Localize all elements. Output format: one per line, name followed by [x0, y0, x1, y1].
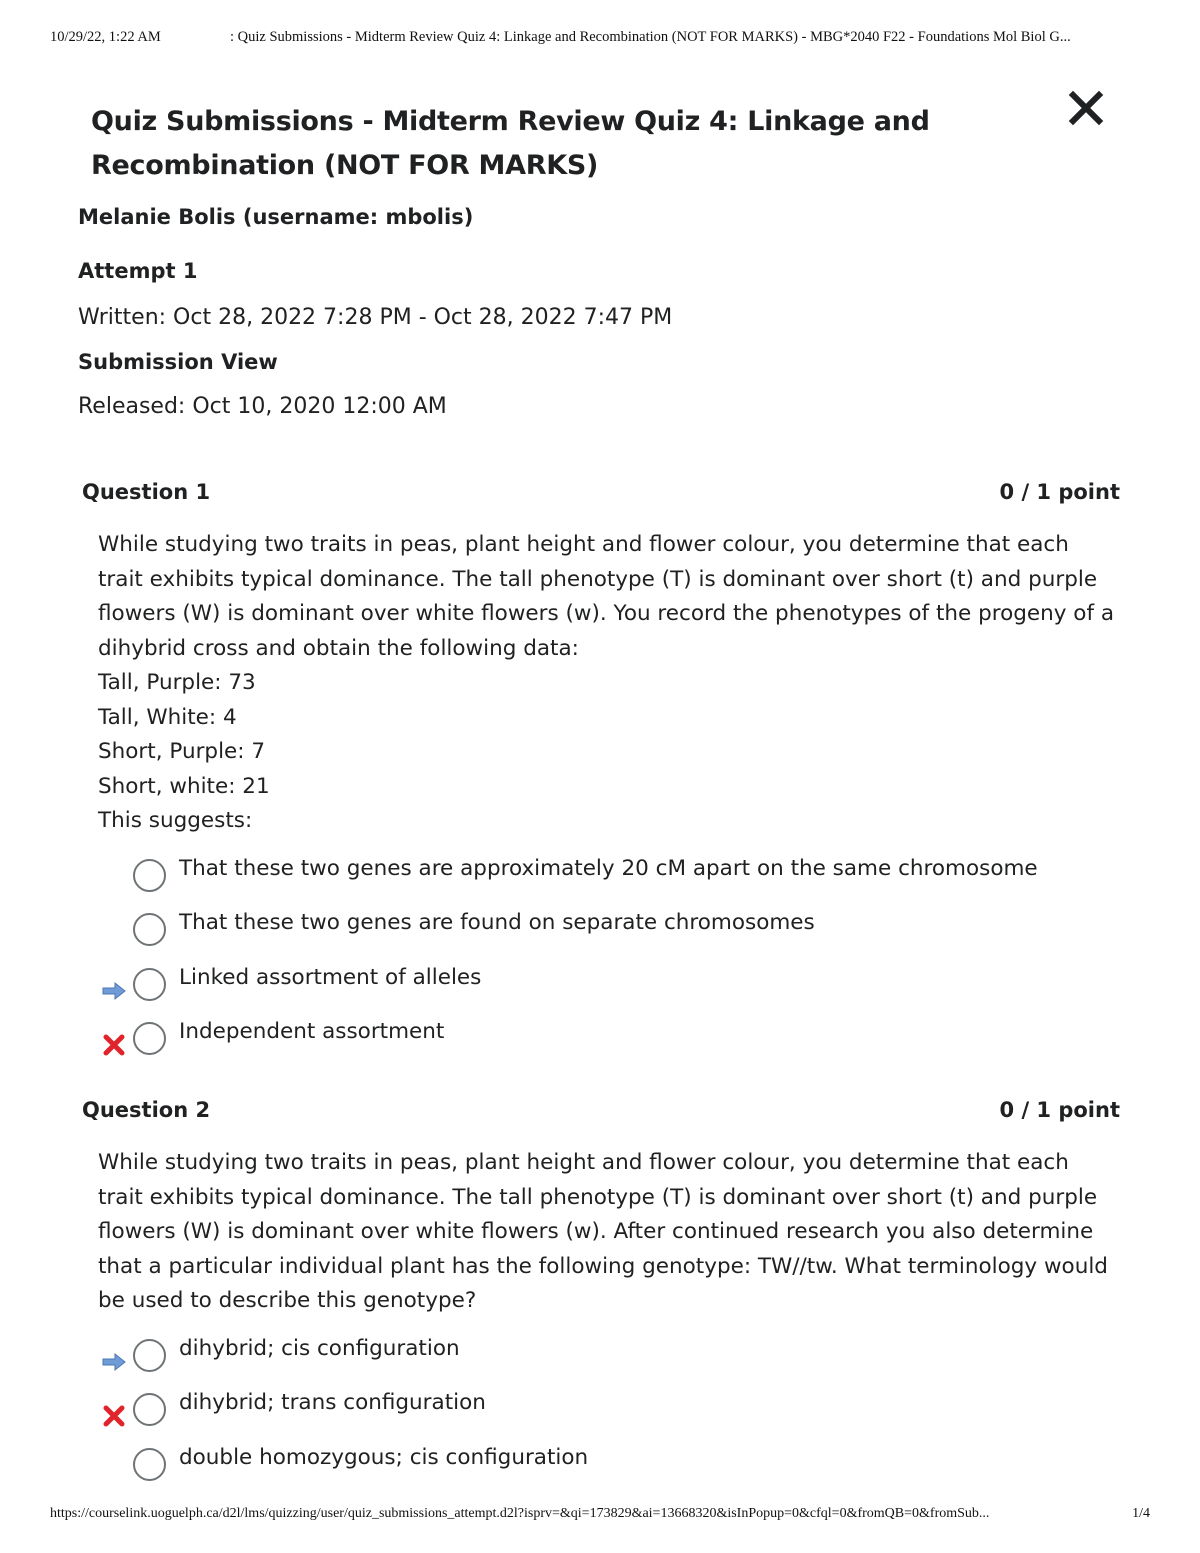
correct-answer-arrow-icon [102, 1350, 126, 1374]
option-label: Linked assortment of alleles [179, 964, 482, 990]
option-label: That these two genes are approximately 20 cM apart on the same chromosome [179, 855, 1038, 881]
option-label: dihybrid; cis configuration [179, 1335, 460, 1361]
option-label: Independent assortment [179, 1019, 445, 1044]
page-number: 1/4 [1132, 1506, 1150, 1521]
radio-button[interactable] [133, 859, 166, 892]
question-1 [82, 480, 1120, 1072]
answer-option [82, 963, 1120, 1018]
question-text: While studying two traits in peas, plant height and flower colour, you determine that each trait exhibits typical dominance. The tall phenotype (T) is dominant over short (t) and purple flowers (W) is dominant over white flowers (w). You record the phenotypes of the progeny of a dihybrid cross and obtain the following data: [98, 532, 1115, 661]
question-body [98, 1146, 1120, 1319]
released-time: Released: Oct 10, 2020 12:00 AM [78, 394, 447, 419]
answer-option [82, 1388, 1120, 1443]
answer-option [82, 1334, 1120, 1389]
answer-option [82, 1017, 1120, 1072]
question-title: Question 1 [82, 480, 211, 504]
answer-option [82, 908, 1120, 963]
option-label: That these two genes are found on separate chromosomes [179, 910, 815, 935]
submission-view-label: Submission View [78, 350, 278, 374]
answer-option [82, 1443, 1120, 1498]
incorrect-x-icon [102, 1404, 126, 1428]
radio-button[interactable] [133, 913, 166, 946]
close-icon[interactable] [1068, 90, 1104, 126]
question-2 [82, 1098, 1120, 1497]
print-datetime: 10/29/22, 1:22 AM [50, 29, 161, 45]
user-name: Melanie Bolis (username: mbolis) [78, 205, 474, 229]
question-title: Question 2 [82, 1098, 211, 1122]
data-line: Short, Purple: 7 [98, 739, 266, 764]
radio-button[interactable] [133, 1022, 166, 1055]
answer-option [82, 854, 1120, 909]
data-line: Short, white: 21 [98, 773, 270, 799]
correct-answer-arrow-icon [102, 979, 126, 1003]
radio-button[interactable] [133, 1448, 166, 1481]
incorrect-x-icon [102, 1033, 126, 1057]
print-url: https://courselink.uoguelph.ca/d2l/lms/quizzing/user/quiz_submissions_attempt.d2l?isprv=&qi=173829&ai=13668320&isInPopup=0&cfql=0&fromQB=0&fromSub... [50, 1506, 990, 1521]
page-title: Quiz Submissions - Midterm Review Quiz 4: Linkage and Recombination (NOT FOR MARKS) [91, 106, 930, 181]
option-label: double homozygous; cis configuration [179, 1444, 589, 1470]
data-line: Tall, Purple: 73 [98, 670, 256, 695]
data-line: This suggests: [98, 808, 253, 833]
radio-button[interactable] [133, 968, 166, 1001]
question-points: 0 / 1 point [999, 1098, 1120, 1122]
question-points: 0 / 1 point [999, 480, 1120, 504]
radio-button[interactable] [133, 1339, 166, 1372]
option-label: dihybrid; trans configuration [179, 1390, 486, 1415]
data-line: Tall, White: 4 [98, 704, 237, 730]
question-body [98, 528, 1120, 839]
answer-options [82, 854, 1120, 1072]
attempt-label: Attempt 1 [78, 259, 198, 283]
question-text: While studying two traits in peas, plant height and flower colour, you determine that each trait exhibits typical dominance. The tall phenotype (T) is dominant over short (t) and purple flowers (W) is dominant over white flowers (w). After continued research you also determine that a particular individual plant has the following genotype: TW//tw. What terminology would be used to describe this genotype? [98, 1150, 1108, 1313]
written-time: Written: Oct 28, 2022 7:28 PM - Oct 28, 2022 7:47 PM [78, 305, 673, 330]
print-page-title: : Quiz Submissions - Midterm Review Quiz 4: Linkage and Recombination (NOT FOR MARKS) - MBG*2040 F22 - Foundations Mol Biol G... [230, 29, 1071, 45]
radio-button[interactable] [133, 1393, 166, 1426]
answer-options [82, 1334, 1120, 1498]
